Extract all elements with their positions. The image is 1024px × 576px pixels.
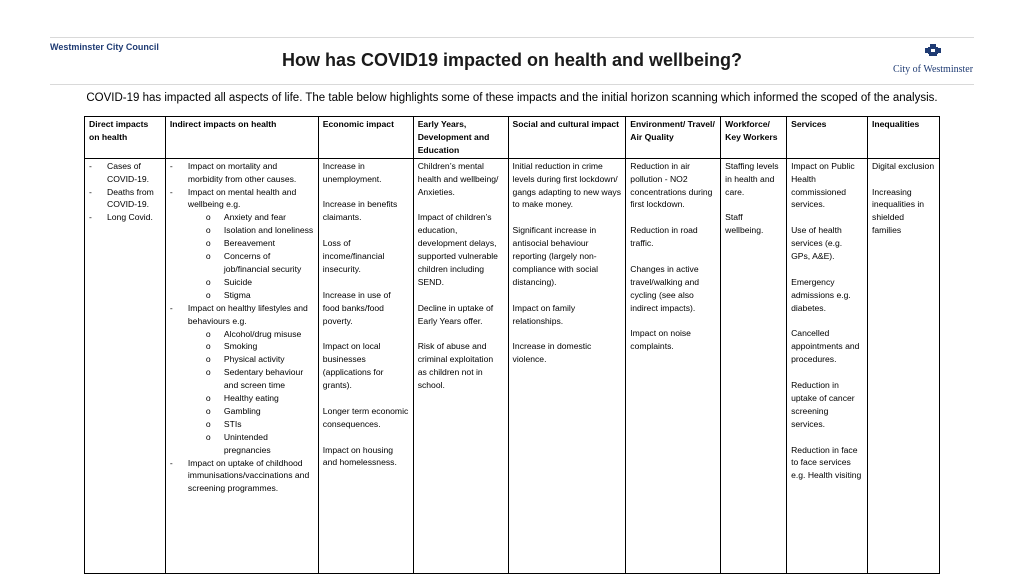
paragraph: Longer term economic consequences. (322, 405, 409, 429)
paragraph: Increasing inequalities in shielded families (872, 186, 925, 236)
sub-item: o Alcohol/drug misuse (188, 328, 314, 341)
header-cell: Social and cultural impact (508, 117, 626, 159)
paragraph: Impact on Public Health commissioned services. (791, 160, 855, 210)
intro-text: COVID-19 has impacted all aspects of life. The table below highlights some of these impacts and the initial horizon scanning which informed the scoped of the analysis. (86, 92, 938, 104)
paragraph: Digital exclusion (872, 160, 935, 171)
logo-text: City of Westminster (892, 64, 974, 75)
paragraph: Impact on family relationships. (512, 302, 576, 326)
paragraph: Increase in domestic violence. (512, 341, 592, 365)
list-item (170, 186, 314, 302)
page-title: How has COVID19 impacted on health and wellbeing? (281, 50, 743, 70)
sub-item: o Bereavement (188, 237, 314, 250)
item-text: Impact on healthy lifestyles and behaviours e.g. (187, 302, 308, 326)
paragraph: Loss of income/financial insecurity. (322, 238, 385, 274)
header-cell: Indirect impacts on health (165, 117, 318, 159)
indirect-impacts-cell (165, 158, 318, 573)
sub-item: o Healthy eating (188, 392, 314, 405)
paragraph: Staff wellbeing. (725, 212, 764, 236)
paragraph: Reduction in face to face services e.g. Health visiting (791, 444, 862, 481)
header-cell: Inequalities (868, 117, 940, 159)
council-logo (888, 42, 978, 75)
paragraph: Increase in use of food banks/food poverty. (322, 289, 391, 326)
paragraph: Cancelled appointments and procedures. (791, 328, 860, 365)
paragraph: Changes in active travel/walking and cycling (see also indirect impacts). (630, 263, 700, 313)
paragraph: Reduction in road traffic. (630, 225, 698, 249)
sub-item: o Isolation and loneliness (188, 224, 314, 237)
impacts-table (84, 116, 940, 574)
paragraph: Impact of children’s education, development delays, supported vulnerable children including SEND. (417, 212, 498, 287)
paragraph: Decline in uptake of Early Years offer. (417, 302, 494, 326)
paragraph: Emergency admissions e.g. diabetes. (791, 276, 851, 313)
header-cell: Workforce/ Key Workers (721, 117, 787, 159)
header-cell: Environment/ Travel/ Air Quality (626, 117, 721, 159)
sub-item: o Gambling (188, 405, 314, 418)
environment-cell (626, 158, 721, 573)
workforce-cell (721, 158, 787, 573)
list-item (170, 457, 314, 496)
item-text: Impact on uptake of childhood immunisations/vaccinations and screening programmes. (187, 457, 310, 494)
paragraph: Staffing levels in health and care. (725, 160, 779, 197)
sub-item: o Smoking (188, 340, 314, 353)
paragraph: Impact on local businesses (applications for grants). (322, 341, 384, 391)
list-item (170, 160, 314, 186)
crest-icon (923, 42, 943, 58)
org-name: Westminster City Council (50, 42, 159, 52)
item-text: Impact on mortality and morbidity from other causes. (187, 160, 297, 184)
sub-item: o STIs (188, 418, 314, 431)
direct-impacts-cell (85, 158, 166, 573)
paragraph: Increase in benefits claimants. (322, 199, 398, 223)
header-row (85, 117, 940, 159)
item-text: Impact on mental health and wellbeing e.g. (187, 186, 297, 210)
header-cell: Economic impact (318, 117, 413, 159)
sub-item: o Concerns of job/financial security (188, 250, 314, 276)
social-impact-cell (508, 158, 626, 573)
header-cell: Direct impacts on health (85, 117, 166, 159)
sub-item: o Physical activity (188, 353, 314, 366)
paragraph: Impact on housing and homelessness. (322, 444, 397, 468)
paragraph: Reduction in uptake of cancer screening services. (791, 380, 855, 429)
paragraph: Children’s mental health and wellbeing/ Anxieties. (417, 160, 499, 197)
paragraph: Use of health services (e.g. GPs, A&E). (791, 225, 843, 262)
paragraph: Significant increase in antisocial behaviour reporting (largely non-compliance with social distancing). (512, 225, 599, 287)
sub-item: o Suicide (188, 276, 314, 289)
paragraph: Reduction in air pollution - NO2 concentrations during first lockdown. (630, 160, 713, 210)
early-years-cell (413, 158, 508, 573)
paragraph: Initial reduction in crime levels during first lockdown/ gangs adapting to new ways to make money. (512, 160, 621, 210)
paragraph: Impact on noise complaints. (630, 328, 691, 352)
sub-item: o Anxiety and fear (188, 211, 314, 224)
inequalities-cell (868, 158, 940, 573)
list-item: - Cases of COVID-19. (89, 160, 161, 186)
content-row (85, 158, 940, 573)
header-cell: Services (787, 117, 868, 159)
bottom-rule (50, 84, 974, 85)
header-cell: Early Years, Development and Education (413, 117, 508, 159)
services-cell (787, 158, 868, 573)
list-item: - Long Covid. (89, 211, 161, 224)
economic-impact-cell (318, 158, 413, 573)
paragraph: Risk of abuse and criminal exploitation as children not in school. (417, 341, 494, 391)
sub-item: o Sedentary behaviour and screen time (188, 366, 314, 392)
list-item: - Deaths from COVID-19. (89, 186, 161, 212)
top-rule (50, 37, 974, 38)
list-item (170, 302, 314, 457)
paragraph: Increase in unemployment. (322, 160, 382, 184)
sub-item: o Stigma (188, 289, 314, 302)
sub-item: o Unintended pregnancies (188, 431, 314, 457)
